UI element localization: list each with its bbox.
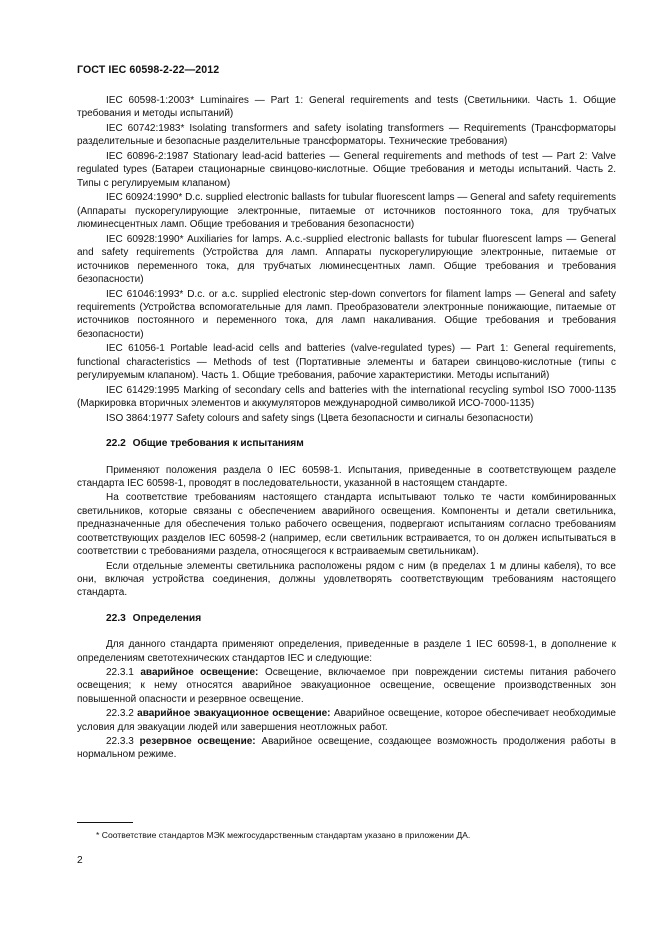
paragraph: На соответствие требованиям настоящего стандарта испытывают только те части комбинированных светильников, которые связаны с обеспечением аварийного освещения. Компоненты и детали светильника, предназначенные для обеспечения только рабочего освещения, подвергают испытаниям согласно требованиям соответствующих разделов IEC 60598-2 (например, если светильник встраивается, то он должен испытываться в соответствии с требованиями раздела, относящегося к встраиваемым светильникам). (77, 492, 616, 558)
normative-references (77, 94, 616, 425)
definition-text: Аварийное освещение, которое обеспечивает необходимые условия для эвакуации людей или завершения неотложных работ. (77, 708, 616, 733)
definition-item (77, 666, 616, 706)
definition-item (77, 735, 616, 762)
reference-item: IEC 60896-2:1987 Stationary lead-acid batteries — General requirements and methods of test — Part 2: Valve regulated types (Батареи стационарные свинцово-кислотные. Общие требования и методы испытаний. Часть 2. Типы с регулируемым клапаном) (77, 151, 616, 189)
section-heading-22-2 (106, 437, 616, 450)
section-number: 22.3 (106, 612, 126, 624)
definition-text: Освещение, включаемое при повреждении системы питания рабочего освещения; к нему относятся аварийное эвакуационное освещение, освещение производственных зон повышенной опасности и резервное освещение. (77, 666, 616, 705)
section-title: Определения (132, 612, 202, 624)
reference-item: IEC 60742:1983* Isolating transformers and safety isolating transformers — Requirements (Трансформаторы разделительные и безопасные разделительные трансформаторы. Технические требования) (77, 123, 616, 148)
definition-number: 22.3.3 (106, 735, 134, 747)
section-heading-22-3 (106, 612, 616, 625)
reference-item: IEC 61056-1 Portable lead-acid cells and batteries (valve-regulated types) — Part 1: General requirements, functional characteristics — Methods of test (Портативные элементы и батареи свинцово-кислотные (типы с регулируемым клапаном). Часть 1. Общие требования, рабочие характеристики. Методы испытаний) (77, 343, 616, 382)
reference-item: IEC 60928:1990* Auxiliaries for lamps. A.c.-supplied electronic ballasts for tubular fluorescent lamps — General and safety requirements (Устройства для ламп. Аппараты пускорегулирующие электронные, питаемые от источников переменного тока, для трубчатых люминесцентных ламп. Общие требования и требования безопасности) (77, 233, 616, 286)
reference-item: IEC 60598-1:2003* Luminaires — Part 1: General requirements and tests (Светильники. Часть 1. Общие требования и методы испытаний) (77, 95, 616, 120)
section-title: Общие требования к испытаниям (132, 438, 304, 450)
paragraph: Применяют положения раздела 0 IEC 60598-1. Испытания, приведенные в соответствующем разделе стандарта IEC 60598-1, проводят в последовательности, указанной в настоящем стандарте. (77, 464, 616, 490)
reference-item: ISO 3864:1977 Safety colours and safety sings (Цвета безопасности и сигналы безопасности) (106, 412, 534, 424)
definition-number: 22.3.2 (106, 708, 134, 720)
definition-number: 22.3.1 (106, 666, 134, 678)
footnote: * Соответствие стандартов МЭК межгосударственным стандартам указано в приложении ДА. (96, 830, 471, 840)
definition-term: резервное освещение: (139, 735, 256, 747)
page-header: ГОСТ IEC 60598-2-22—2012 (77, 64, 220, 76)
reference-item: IEC 61046:1993* D.c. or a.c. supplied electronic step-down convertors for filament lamps — General and safety requirements (Устройства вспомогательные для ламп. Преобразователи электронные понижающие, питаемые от источников постоянного и переменного тока, для ламп накаливания. Общие требования и требования безопасности) (77, 288, 616, 340)
definition-term: аварийное освещение: (140, 666, 259, 678)
definition-text: Аварийное освещение, создающее возможность продолжения работы в нормальном режиме. (77, 735, 616, 761)
reference-item: IEC 61429:1995 Marking of secondary cells and batteries with the international recycling symbol ISO 7000-1135 (Маркировка вторичных элементов и аккумуляторов международной символикой ИСО-7000-1135) (77, 384, 616, 410)
paragraph: Если отдельные элементы светильника расположены рядом с ним (в пределах 1 м длины кабеля), то все они, включая устройства соединения, должны удовлетворять соответствующим требованиям настоящего стандарта. (77, 560, 616, 599)
reference-item: IEC 60924:1990* D.c. supplied electronic ballasts for tubular fluorescent lamps — General and safety requirements (Аппараты пускорегулирующие электронные, питаемые от источников постоянного тока, для трубчатых люминесцентных ламп. Общие требования и требования безопасности) (77, 192, 616, 231)
section-number: 22.2 (106, 438, 126, 450)
footnote-divider (77, 822, 133, 823)
page-content (77, 94, 616, 763)
definition-term: аварийное эвакуационное освещение: (137, 708, 331, 720)
page-number: 2 (77, 855, 83, 866)
definition-item (77, 707, 616, 734)
paragraph: Для данного стандарта применяют определения, приведенные в разделе 1 IEC 60598-1, в дополнение к определениям светотехнических стандартов IEC и следующие: (77, 639, 616, 664)
